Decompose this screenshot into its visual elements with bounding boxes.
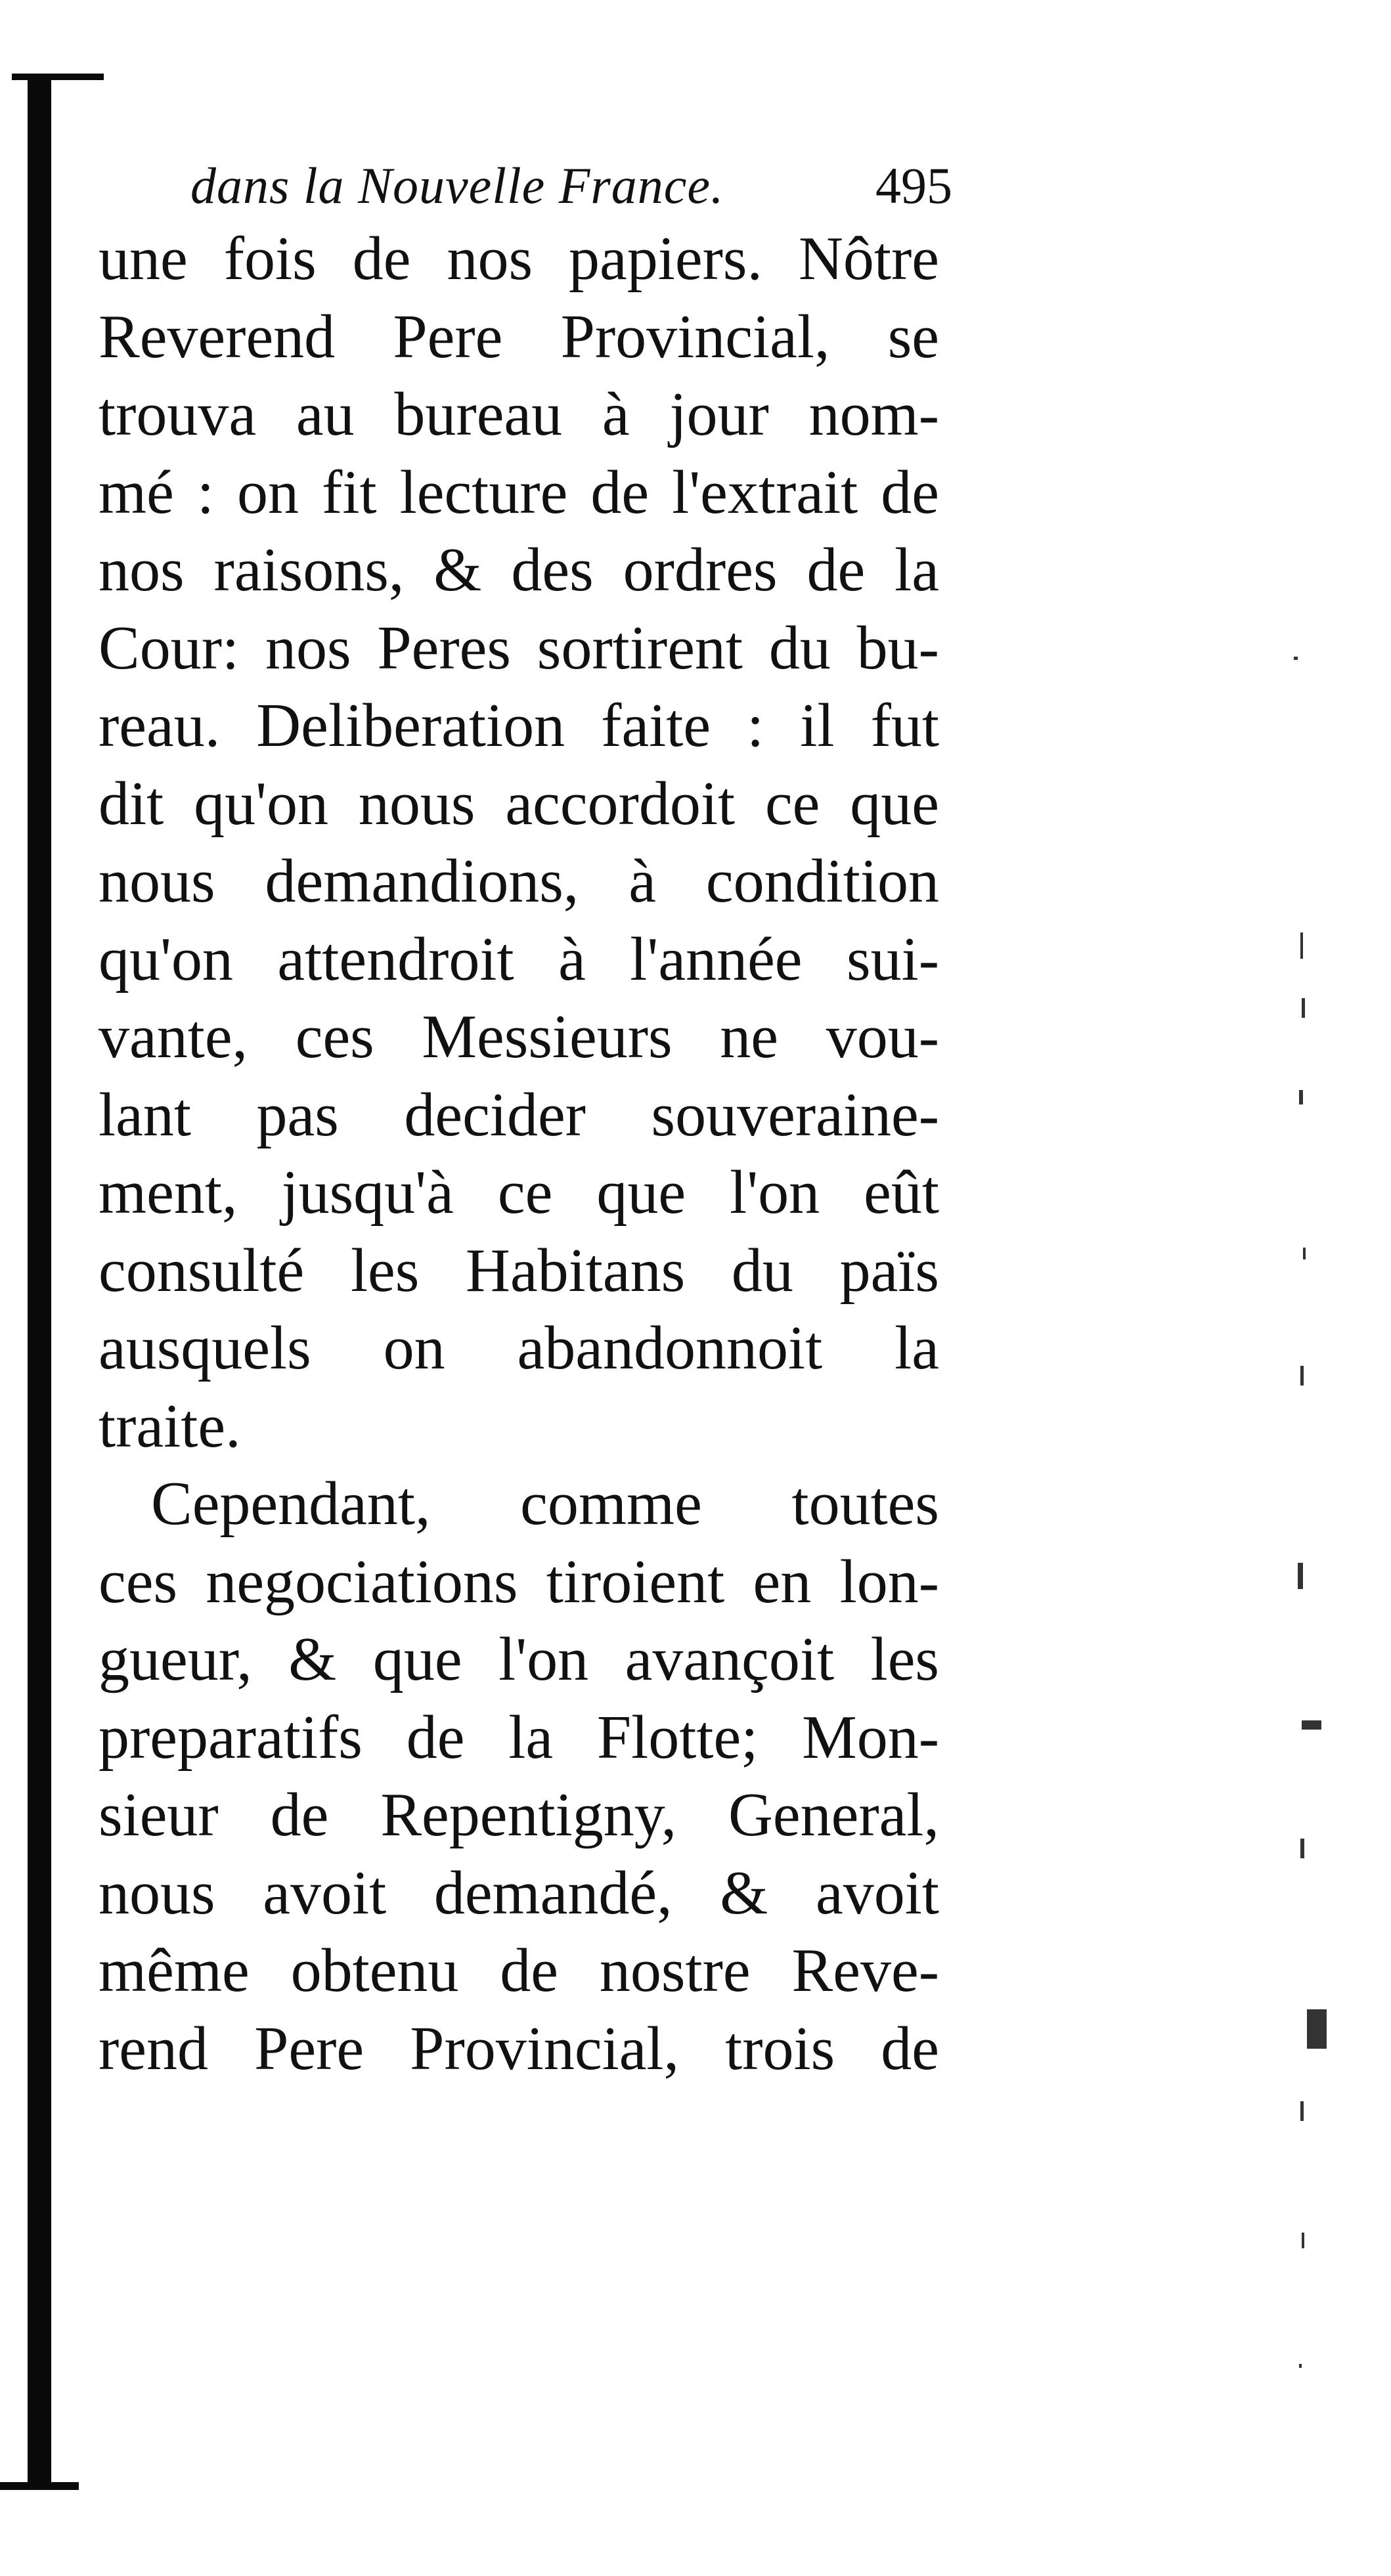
binding-rule-top [12, 74, 104, 80]
running-title: dans la Nouvelle France. [190, 157, 724, 214]
text-line: preparatifs de la Flotte; Mon- [99, 1703, 939, 1772]
text-line: ment, jusqu'à ce que l'on eût [99, 1158, 939, 1227]
text-line: sieur de Repentigny, General, [99, 1781, 939, 1849]
binding-rule-bottom [0, 2482, 79, 2490]
text-line: dit qu'on nous accordoit ce que [99, 769, 939, 838]
text-line: ausquels on abandonnoit la [99, 1314, 939, 1382]
text-line: une fois de nos papiers. Nôtre [99, 225, 939, 293]
binding-rule [28, 74, 51, 2490]
text-line: nos raisons, & des ordres de la [99, 536, 939, 604]
text-line: reau. Deliberation faite : il fut [99, 691, 939, 760]
text-line: traite. [99, 1391, 241, 1460]
text-line: lant pas decider souveraine- [99, 1080, 939, 1149]
text-line: mé : on fit lecture de l'extrait de [99, 458, 939, 527]
text-line: ces negociations tiroient en lon- [99, 1547, 939, 1616]
text-line: vante, ces Messieurs ne vou- [99, 1003, 939, 1071]
text-line: rend Pere Provincial, trois de [99, 2014, 939, 2083]
page-number: 495 [875, 157, 952, 214]
text-line: trouva au bureau à jour nom- [99, 380, 939, 448]
text-line: consulté les Habitans du païs [99, 1236, 939, 1305]
text-line: nous demandions, à condition [99, 847, 939, 915]
margin-speckles [1287, 657, 1366, 2430]
text-line: Cour: nos Peres sortirent du bu- [99, 613, 939, 682]
body-text [99, 220, 952, 2087]
text-line: qu'on attendroit à l'année sui- [99, 925, 939, 993]
text-line: Reverend Pere Provincial, se [99, 302, 939, 371]
text-line: gueur, & que l'on avançoit les [99, 1625, 939, 1693]
text-line: même obtenu de nostre Reve- [99, 1936, 939, 2005]
text-line: nous avoit demandé, & avoit [99, 1858, 939, 1927]
text-line: Cependant, comme toutes [151, 1470, 939, 1538]
